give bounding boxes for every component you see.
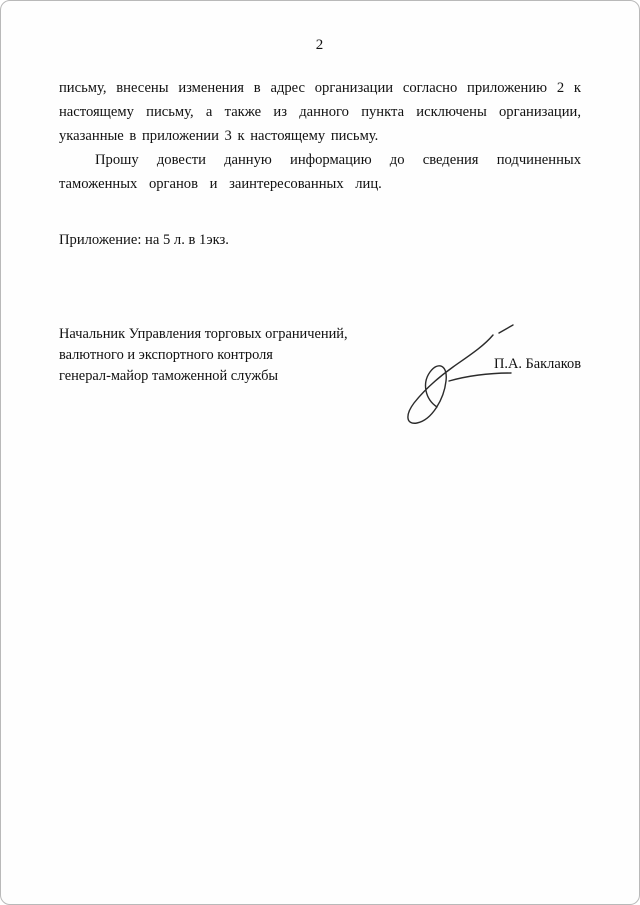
signatory-title-line: валютного и экспортного контроля xyxy=(59,347,273,363)
document-body xyxy=(59,76,581,252)
signatory-title-line: генерал-майор таможенной службы xyxy=(59,368,279,384)
signatory-title-line: Начальник Управления торговых ограничений, xyxy=(59,326,348,342)
signatory-name: П.А. Баклаков xyxy=(493,356,581,372)
handwritten-signature xyxy=(387,321,519,429)
paragraph-continuation: письму, внесены изменения в адрес организации согласно приложению 2 к настоящему письму, а также из данного пункта исключены организации, указанные в приложении 3 к настоящему письму. xyxy=(59,80,581,144)
signature-area xyxy=(381,323,581,387)
signatory-title xyxy=(59,324,348,387)
attachment-line: Приложение: на 5 л. в 1экз. xyxy=(59,232,229,248)
paragraph-request: Прошу довести данную информацию до сведения подчиненных таможенных органов и заинтересованных лиц. xyxy=(59,152,581,192)
page-number: 2 xyxy=(315,37,325,53)
signature-block xyxy=(59,323,581,387)
